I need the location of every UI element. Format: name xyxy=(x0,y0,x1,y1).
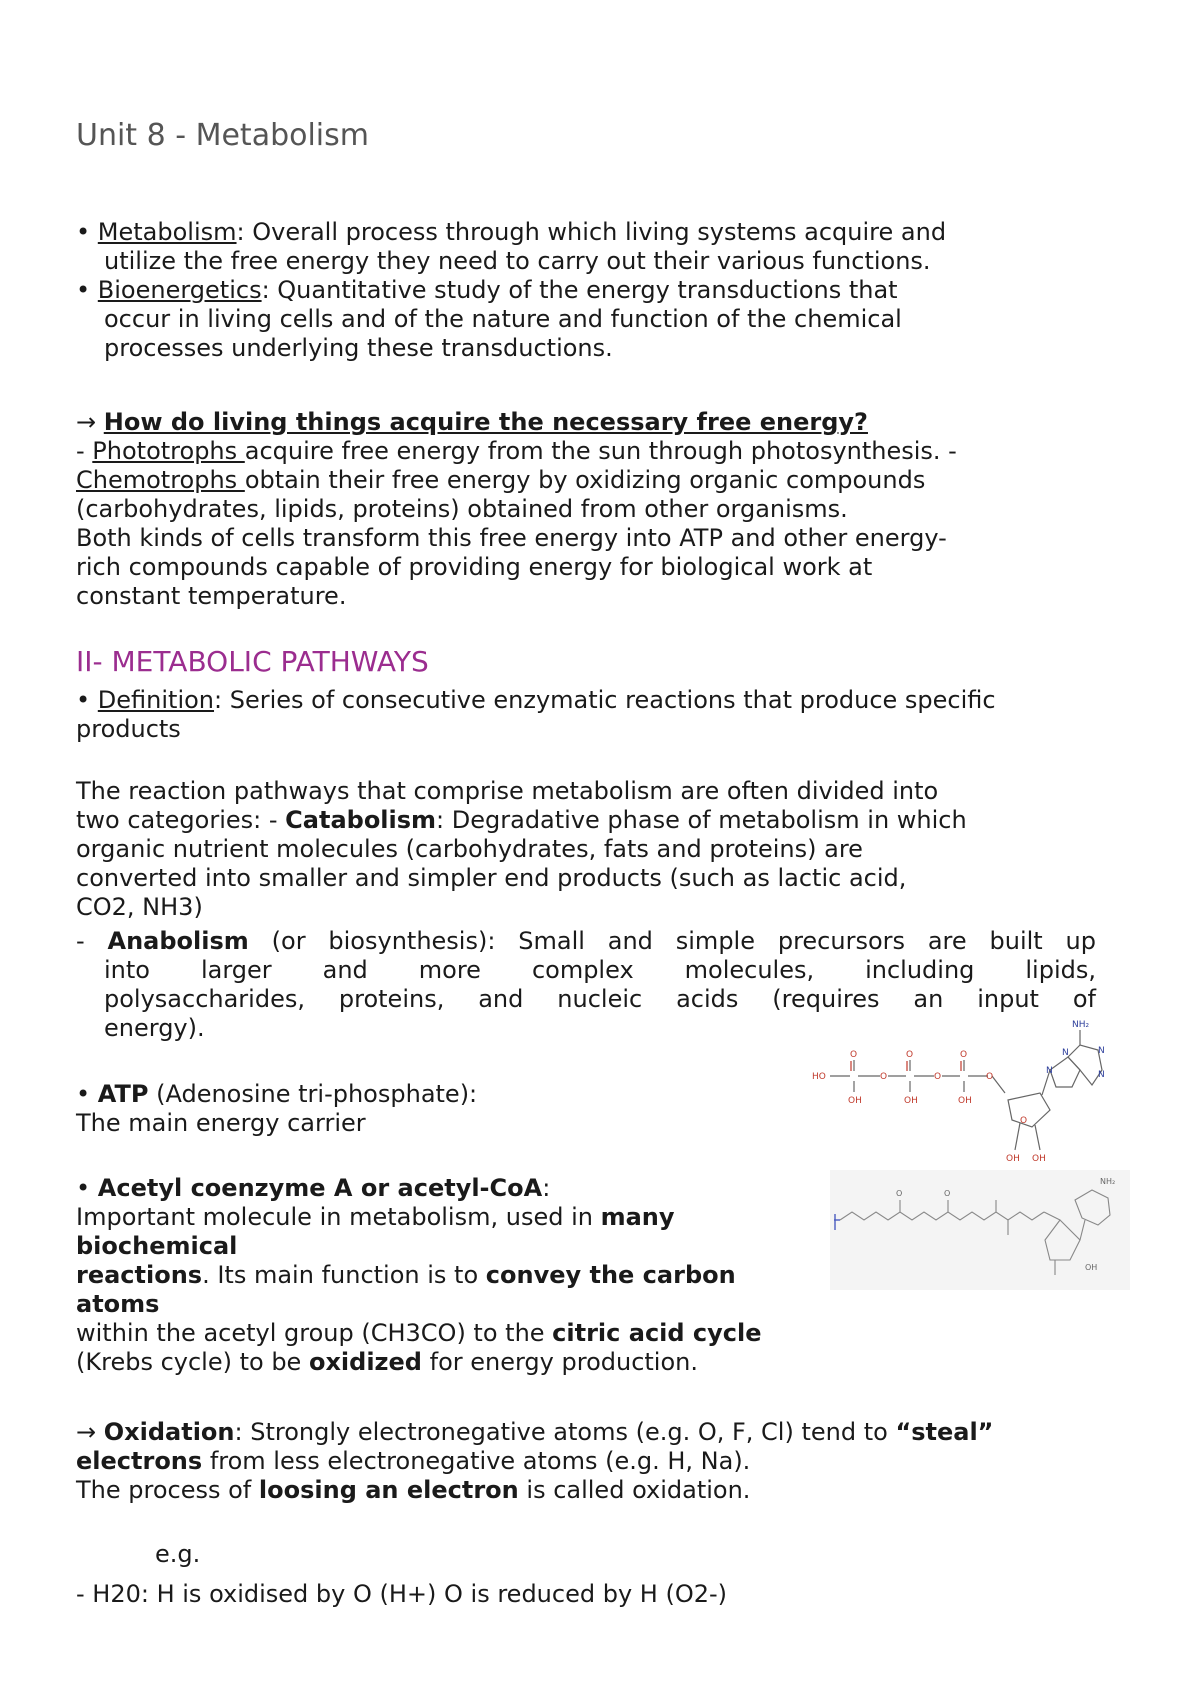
atom-label: O xyxy=(906,1050,914,1060)
question-heading: How do living things acquire the necessary free energy? xyxy=(103,408,868,436)
text-line: - Anabolism (or biosynthesis): Small and simple precursors are built up xyxy=(76,927,1096,955)
atom-label: OH xyxy=(958,1096,972,1106)
atp-molecule-image xyxy=(810,1015,1110,1165)
text-line: The reaction pathways that comprise metabolism are often divided into xyxy=(76,777,939,805)
atom-label: OH xyxy=(1085,1263,1098,1272)
text-span: oxidized xyxy=(308,1348,422,1376)
energy-paragraph xyxy=(76,408,957,611)
definition-text: : Overall process through which living systems acquire and xyxy=(236,218,947,246)
text-span: “steal” xyxy=(895,1418,994,1446)
text-line xyxy=(76,1418,993,1447)
text-span: . Its main function is to xyxy=(202,1261,486,1289)
atom-label: OH xyxy=(904,1096,918,1106)
page-title: Unit 8 - Metabolism xyxy=(76,118,369,153)
text-line: into larger and more complex molecules, including lipids, xyxy=(104,956,1096,984)
definitions-list xyxy=(76,218,946,363)
arrow-glyph: → xyxy=(76,408,104,436)
text-span: acquire free energy from the sun through photosynthesis. - xyxy=(244,437,957,465)
list-item: • Definition: Series of consecutive enzymatic reactions that produce specific xyxy=(76,686,996,714)
text-line: biochemical xyxy=(76,1232,238,1260)
text-line: converted into smaller and simpler end products (such as lactic acid, xyxy=(76,864,907,892)
text-span: obtain their free energy by oxidizing organic compounds xyxy=(244,466,926,494)
text-span: : xyxy=(542,1174,551,1202)
question-line xyxy=(76,408,957,437)
text-span: loosing an electron xyxy=(258,1476,519,1504)
term-phototrophs: Phototrophs xyxy=(92,437,245,465)
definition-text: utilize the free energy they need to carry out their various functions. xyxy=(104,247,931,275)
atom-label: O xyxy=(850,1050,858,1060)
arrow-glyph: → xyxy=(76,1418,104,1446)
list-item: • Metabolism: Overall process through which living systems acquire and xyxy=(76,218,947,246)
text-line: - Phototrophs acquire free energy from the sun through photosynthesis. - xyxy=(76,437,957,465)
text-span: citric acid cycle xyxy=(552,1319,762,1347)
text-line xyxy=(76,1203,762,1232)
text-span: convey the carbon xyxy=(485,1261,736,1289)
atom-label: O xyxy=(986,1072,994,1082)
text-span: reactions xyxy=(76,1261,203,1289)
text-span: electrons xyxy=(76,1447,203,1475)
text-line: products xyxy=(76,715,181,743)
atom-label: O xyxy=(934,1072,942,1082)
text-line: (carbohydrates, lipids, proteins) obtained from other organisms. xyxy=(76,495,848,523)
atom-label: N xyxy=(1062,1048,1069,1058)
text-span: Important molecule in metabolism, used in xyxy=(76,1203,601,1231)
text-span: many xyxy=(600,1203,675,1231)
definition-text: processes underlying these transductions. xyxy=(104,334,613,362)
acetyl-coa-molecule-image xyxy=(830,1170,1130,1290)
atom-label: O xyxy=(880,1072,888,1082)
atom-label: O xyxy=(1020,1116,1028,1126)
term-atp: ATP xyxy=(97,1080,149,1108)
atom-label: N xyxy=(1098,1070,1105,1080)
atom-label: O xyxy=(944,1189,951,1198)
text-line: constant temperature. xyxy=(76,582,347,610)
definition-block xyxy=(76,686,996,744)
atp-block xyxy=(76,1080,477,1138)
term-metabolism: Metabolism xyxy=(97,218,237,246)
list-item: • ATP (Adenosine tri-phosphate): xyxy=(76,1080,478,1108)
text-line: energy). xyxy=(104,1014,205,1042)
text-line: CO2, NH3) xyxy=(76,893,203,921)
text-span: for energy production. xyxy=(421,1348,698,1376)
text-line xyxy=(76,466,957,495)
text-span: is called oxidation. xyxy=(518,1476,751,1504)
term-catabolism: Catabolism xyxy=(285,806,437,834)
text-span: (or biosynthesis): Small and simple precursors are built up xyxy=(248,927,1096,955)
text-span: (Adenosine tri-phosphate): xyxy=(148,1080,478,1108)
text-span: The process of xyxy=(76,1476,259,1504)
text-line: The main energy carrier xyxy=(76,1109,366,1137)
text-line: polysaccharides, proteins, and nucleic acids (requires an input of xyxy=(104,985,1096,1013)
term-oxidation: Oxidation xyxy=(103,1418,235,1446)
term-definition: Definition xyxy=(97,686,215,714)
categories-paragraph xyxy=(76,777,967,922)
list-item: • Acetyl coenzyme A or acetyl-CoA: xyxy=(76,1174,551,1202)
atom-label: N xyxy=(1046,1066,1053,1076)
atom-label: OH xyxy=(1032,1154,1046,1164)
text-line: rich compounds capable of providing energy for biological work at xyxy=(76,553,873,581)
oxidation-block xyxy=(76,1418,993,1505)
atom-label: NH₂ xyxy=(1072,1020,1090,1030)
acetyl-coa-block xyxy=(76,1174,762,1377)
text-span: : Strongly electronegative atoms (e.g. O, F, Cl) tend to xyxy=(234,1418,896,1446)
text-line xyxy=(76,806,967,835)
text-span: : Degradative phase of metabolism in which xyxy=(436,806,967,834)
text-line xyxy=(76,1348,762,1377)
text-line xyxy=(76,1319,762,1348)
text-line xyxy=(76,1261,762,1290)
atom-label: HO xyxy=(812,1072,826,1082)
text-span: : Series of consecutive enzymatic reactions that produce specific xyxy=(214,686,996,714)
definition-text: : Quantitative study of the energy transductions that xyxy=(261,276,898,304)
list-item: • Bioenergetics: Quantitative study of the energy transductions that xyxy=(76,276,898,304)
term-anabolism: Anabolism xyxy=(107,927,249,955)
example-line: - H20: H is oxidised by O (H+) O is reduced by H (O2-) xyxy=(76,1580,727,1608)
term-chemotrophs: Chemotrophs xyxy=(76,466,245,494)
atom-label: OH xyxy=(848,1096,862,1106)
text-line xyxy=(76,1447,993,1476)
term-acetyl-coa: Acetyl coenzyme A or acetyl-CoA xyxy=(97,1174,543,1202)
section-heading: II- METABOLIC PATHWAYS xyxy=(76,645,429,678)
atom-label: OH xyxy=(1006,1154,1020,1164)
atom-label: N xyxy=(1098,1046,1105,1056)
text-line: Both kinds of cells transform this free energy into ATP and other energy- xyxy=(76,524,947,552)
atom-label: O xyxy=(896,1189,903,1198)
text-line: organic nutrient molecules (carbohydrates, fats and proteins) are xyxy=(76,835,863,863)
definition-text: occur in living cells and of the nature and function of the chemical xyxy=(104,305,902,333)
example-label: e.g. xyxy=(155,1540,201,1568)
text-line xyxy=(76,1476,993,1505)
term-bioenergetics: Bioenergetics xyxy=(97,276,262,304)
text-span: within the acetyl group (CH3CO) to the xyxy=(76,1319,553,1347)
text-span: (Krebs cycle) to be xyxy=(76,1348,309,1376)
atom-label: O xyxy=(960,1050,968,1060)
text-span: from less electronegative atoms (e.g. H, Na). xyxy=(202,1447,751,1475)
text-span: two categories: - xyxy=(76,806,286,834)
atom-label: NH₂ xyxy=(1100,1177,1116,1186)
text-line: atoms xyxy=(76,1290,160,1318)
